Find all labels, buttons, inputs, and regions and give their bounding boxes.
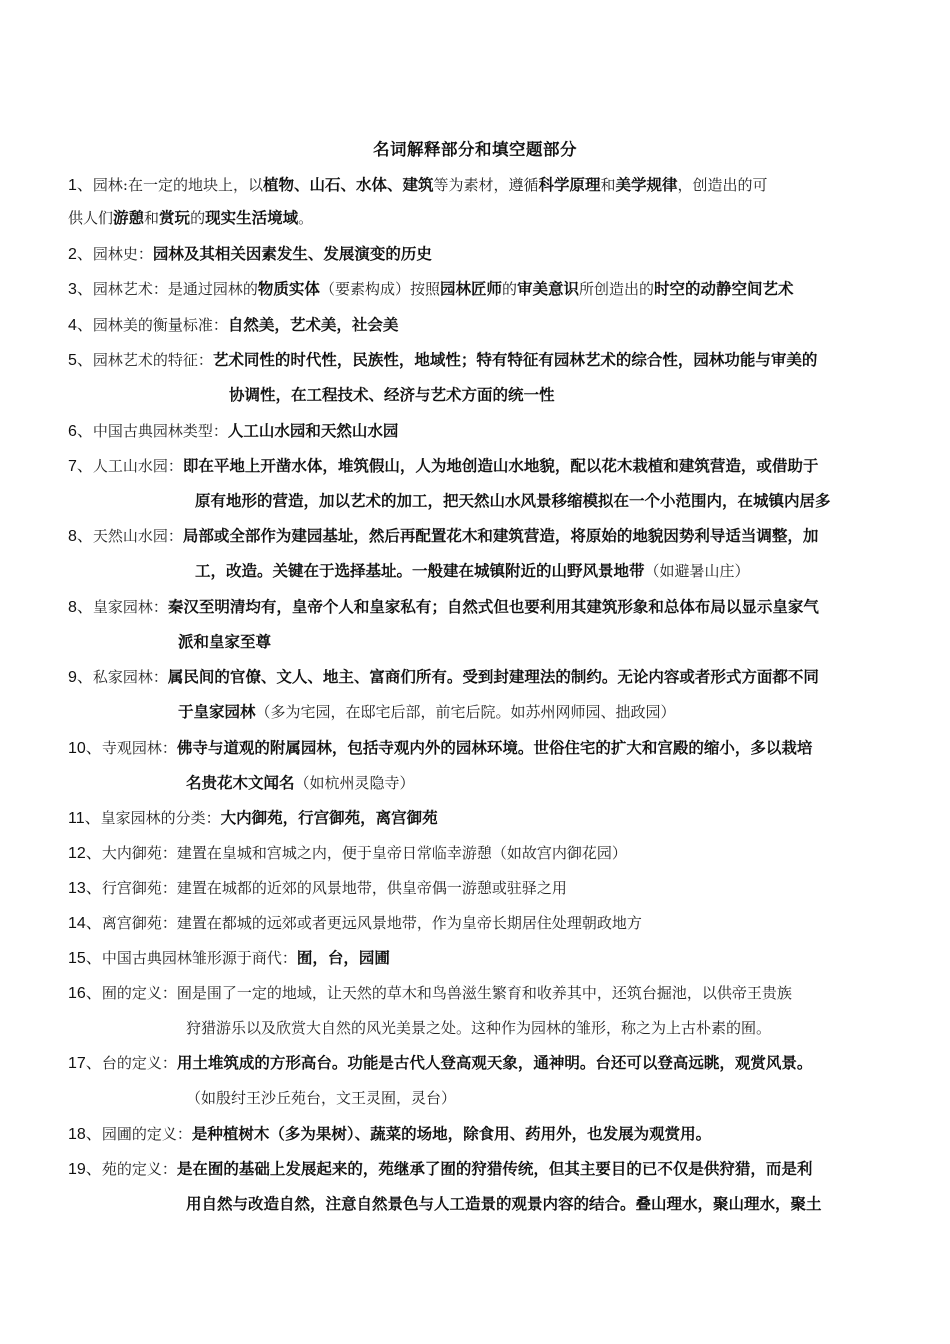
item-number: 9、 (68, 669, 93, 686)
key-term: 赏玩 (159, 209, 191, 227)
text-segment: 皇家园林的分类： (100, 809, 221, 827)
text-segment: （如殷纣王沙丘苑台，文王灵囿，灵台） (186, 1089, 457, 1107)
item-number: 4、 (68, 317, 93, 334)
key-term: 游憩 (113, 209, 145, 227)
text-line (68, 913, 642, 934)
text-segment: 离宫御苑：建置在都城的远郊或者更远风景地带，作为皇帝长期居住处理朝政地方 (101, 914, 642, 932)
item-number: 15、 (68, 950, 102, 967)
key-term: 美学规律 (615, 176, 678, 194)
key-term: 原有地形的营造，加以艺术的加工，把天然山水风景移缩模拟在一个小范围内，在城镇内居多 (195, 492, 831, 510)
item-number: 1、 (68, 177, 93, 194)
text-line (68, 1124, 711, 1145)
item-number: 13、 (68, 880, 102, 897)
text-segment: 人工山水园： (92, 457, 183, 475)
text-segment: 和 (144, 209, 160, 227)
key-term: 工，改造。关键在于选择基址。一般建在城镇附近的山野风景地带 (195, 562, 645, 580)
key-term: 于皇家园林 (178, 703, 256, 721)
item-number: 8、 (68, 599, 93, 616)
text-line (68, 948, 390, 969)
key-term: 人工山水园和天然山水园 (227, 422, 399, 440)
text-line (68, 456, 818, 477)
key-term: 自然美，艺术美，社会美 (227, 316, 399, 334)
text-line (178, 632, 271, 652)
text-segment: 园林史： (92, 245, 153, 263)
text-segment: 等为素材，遵循 (433, 176, 539, 194)
text-line (68, 279, 794, 300)
text-segment: 园圃的定义： (101, 1125, 192, 1143)
text-segment: （如避暑山庄） (644, 562, 750, 580)
text-segment: 。 (298, 209, 314, 227)
text-segment: 园林艺术的特征： (92, 351, 213, 369)
text-segment: ，创造出的可 (677, 176, 768, 194)
text-segment: 私家园林： (92, 668, 168, 686)
text-line (186, 1194, 822, 1214)
text-segment: （要素构成）按照 (319, 280, 440, 298)
text-segment: 中国古典园林雏形源于商代： (101, 949, 297, 967)
key-term: 秦汉至明清均有，皇帝个人和皇家私有；自然式但也要利用其建筑形象和总体布局以显示皇家气 (167, 598, 819, 616)
text-line (68, 315, 398, 336)
text-segment: 皇家园林： (92, 598, 168, 616)
key-term: 属民间的官僚、文人、地主、富商们所有。受到封建理法的制约。无论内容或者形式方面都不同 (167, 668, 819, 686)
text-line (68, 208, 313, 228)
item-number: 2、 (68, 246, 93, 263)
page-title: 名词解释部分和填空题部分 (373, 140, 577, 159)
text-line (68, 175, 768, 196)
text-line (68, 808, 438, 829)
key-term: 用自然与改造自然，注意自然景色与人工造景的观景内容的结合。叠山理水，聚山理水，聚土 (186, 1195, 822, 1213)
text-segment: 园林艺术：是通过园林的 (92, 280, 258, 298)
text-line (229, 385, 555, 405)
key-term: 植物、山石、水体、建筑 (262, 176, 434, 194)
item-number: 18、 (68, 1126, 102, 1143)
key-term: 囿，台，园圃 (296, 949, 390, 967)
item-number: 14、 (68, 915, 102, 932)
item-number: 11、 (68, 810, 101, 827)
text-segment: 所创造出的 (579, 280, 655, 298)
text-line (68, 1053, 812, 1074)
key-term: 物质实体 (257, 280, 320, 298)
text-line (195, 491, 831, 511)
text-line (186, 1018, 771, 1038)
text-segment: 供人们 (68, 209, 114, 227)
key-term: 园林匠师 (439, 280, 502, 298)
text-segment: 狩猎游乐以及欣赏大自然的风光美景之处。这种作为园林的雏形，称之为上古朴素的囿。 (186, 1019, 772, 1037)
text-line (68, 421, 398, 442)
text-segment: 和 (600, 176, 616, 194)
key-term: 是在囿的基础上发展起来的，苑继承了囿的狩猎传统，但其主要目的已不仅是供狩猎，而是利 (176, 1160, 813, 1178)
text-line (68, 667, 819, 688)
item-number: 16、 (68, 985, 102, 1002)
text-segment: 行宫御苑：建置在城都的近郊的风景地带，供皇帝偶一游憩或驻驿之用 (101, 879, 567, 897)
key-term: 名贵花木文闻名 (186, 774, 295, 792)
text-segment: 的 (190, 209, 206, 227)
text-line (68, 244, 432, 265)
text-line (68, 738, 812, 759)
item-number: 17、 (68, 1055, 102, 1072)
item-number: 3、 (68, 281, 93, 298)
key-term: 艺术同性的时代性，民族性，地域性；特有特征有园林艺术的综合性，园林功能与审美的 (212, 351, 818, 369)
text-line (68, 350, 817, 371)
text-segment: 苑的定义： (101, 1160, 177, 1178)
key-term: 大内御苑，行宫御苑，离宫御苑 (220, 809, 438, 827)
text-line (68, 526, 818, 547)
text-line (186, 1088, 456, 1108)
item-number: 6、 (68, 423, 93, 440)
text-segment: 中国古典园林类型： (92, 422, 228, 440)
key-term: 科学原理 (538, 176, 601, 194)
text-segment: （多为宅园，在邸宅后部，前宅后院。如苏州网师园、拙政园） (255, 703, 676, 721)
item-number: 7、 (68, 458, 93, 475)
text-line (195, 561, 750, 581)
item-number: 5、 (68, 352, 93, 369)
text-line (68, 597, 819, 618)
text-segment: 的 (501, 280, 517, 298)
text-segment: 寺观园林： (101, 739, 177, 757)
key-term: 是种植树木（多为果树）、蔬菜的场地，除食用、药用外，也发展为观赏用。 (191, 1125, 712, 1143)
text-segment: 囿的定义：囿是围了一定的地域，让天然的草木和鸟兽滋生繁育和收养其中，还筑台掘池，以供帝王贵族 (101, 984, 792, 1002)
text-segment: （如杭州灵隐寺） (294, 774, 415, 792)
text-segment: 台的定义： (101, 1054, 177, 1072)
key-term: 局部或全部作为建园基址，然后再配置花木和建筑营造，将原始的地貌因势利导适当调整，加 (182, 527, 819, 545)
text-line (186, 773, 415, 793)
text-segment: 大内御苑：建置在皇城和宫城之内，便于皇帝日常临幸游憩（如故宫内御花园） (101, 844, 627, 862)
item-number: 8、 (68, 528, 93, 545)
key-term: 园林及其相关因素发生、发展演变的历史 (152, 245, 432, 263)
text-line (68, 1159, 812, 1180)
key-term: 现实生活境域 (205, 209, 299, 227)
text-segment: 天然山水园： (92, 527, 183, 545)
text-line (178, 702, 676, 722)
key-term: 用土堆筑成的方形高台。功能是古代人登高观天象，通神明。台还可以登高远眺，观赏风景。 (176, 1054, 813, 1072)
text-line (68, 983, 792, 1004)
item-number: 10、 (68, 740, 102, 757)
text-segment: 园林:在一定的地块上，以 (92, 176, 263, 194)
item-number: 19、 (68, 1161, 102, 1178)
key-term: 即在平地上开凿水体，堆筑假山，人为地创造山水地貌，配以花木栽植和建筑营造，或借助于 (182, 457, 819, 475)
text-line (68, 843, 627, 864)
key-term: 佛寺与道观的附属园林，包括寺观内外的园林环境。世俗住宅的扩大和宫殿的缩小，多以栽培 (176, 739, 813, 757)
text-segment: 园林美的衡量标准： (92, 316, 228, 334)
key-term: 派和皇家至尊 (178, 633, 272, 651)
key-term: 协调性，在工程技术、经济与艺术方面的统一性 (229, 386, 555, 404)
item-number: 12、 (68, 845, 102, 862)
text-line (68, 878, 567, 899)
key-term: 时空的动静空间艺术 (654, 280, 794, 298)
key-term: 审美意识 (516, 280, 579, 298)
